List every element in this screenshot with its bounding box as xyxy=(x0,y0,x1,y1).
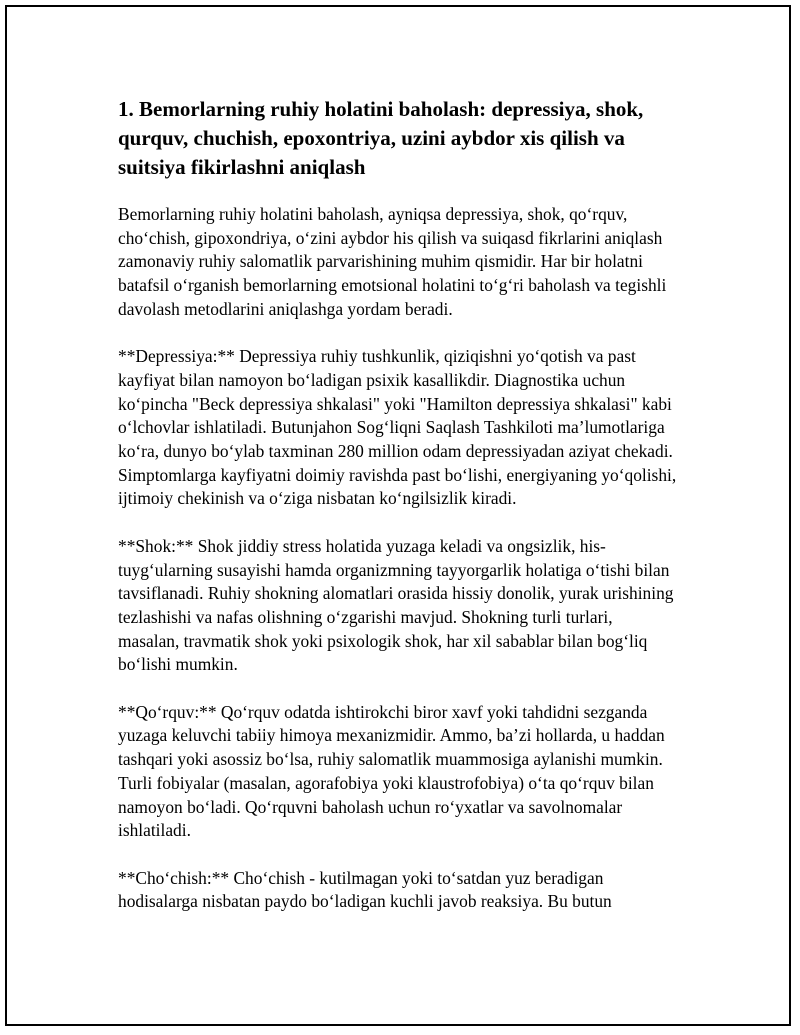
paragraph-chochish: **Cho‘chish:** Cho‘chish - kutilmagan yoki to‘satdan yuz beradigan hodisalarga nisbatan paydo bo‘ladigan kuchli javob reaksiya. Bu butun xyxy=(118,867,612,912)
paragraph-shok: **Shok:** Shok jiddiy stress holatida yuzaga keladi va ongsizlik, his-tuyg‘ularning susayishi hamda organizmning tayyorgarlik holatiga o‘tishi bilan tavsiflanadi. Ruhiy shokning alomatlari orasida hissiy donolik, yurak urishining tezlashishi va nafas olishning o‘zgarishi mavjud. Shokning turli turlari, masalan, travmatik shok yoki psixologik shok, har xil sabablar bilan bog‘liq bo‘lishi mumkin. xyxy=(118,535,674,675)
document-page xyxy=(5,5,791,1026)
paragraph-intro: Bemorlarning ruhiy holatini baholash, ayniqsa depressiya, shok, qo‘rquv, cho‘chish, gipoxondriya, o‘zini aybdor his qilish va suiqasd fikrlarini aniqlash zamonaviy ruhiy salomatlik parvarishining muhim qismidir. Har bir holatni batafsil o‘rganish bemorlarning emotsional holatini to‘g‘ri baholash va tegishli davolash metodlarini aniqlashga yordam beradi. xyxy=(118,204,667,319)
document-body xyxy=(118,95,678,938)
section-heading: 1. Bemorlarning ruhiy holatini baholash: depressiya, shok, qurquv, chuchish, epoxontriya, uzini aybdor xis qilish va suitsiya fikirlashni aniqlash xyxy=(118,97,644,179)
paragraph-qorquv: **Qo‘rquv:** Qo‘rquv odatda ishtirokchi biror xavf yoki tahdidni sezganda yuzaga keluvchi tabiiy himoya mexanizmidir. Ammo, ba’zi hollarda, u haddan tashqari yoki asossiz bo‘lsa, ruhiy salomatlik muammosiga aylanishi mumkin. Turli fobiyalar (masalan, agorafobiya yoki klaustrofobiya) o‘ta qo‘rquv bilan namoyon bo‘ladi. Qo‘rquvni baholash uchun ro‘yxatlar va savolnomalar ishlatiladi. xyxy=(118,701,665,841)
paragraph-depressiya: **Depressiya:** Depressiya ruhiy tushkunlik, qiziqishni yo‘qotish va past kayfiyat bilan namoyon bo‘ladigan psixik kasallikdir. Diagnostika uchun ko‘pincha "Beck depressiya shkalasi" yoki "Hamilton depressiya shkalasi" kabi o‘lchovlar ishlatiladi. Butunjahon Sog‘liqni Saqlash Tashkiloti ma’lumotlariga ko‘ra, dunyo bo‘ylab taxminan 280 million odam depressiyadan aziyat chekadi. Simptomlarga kayfiyatni doimiy ravishda past bo‘lishi, energiyaning yo‘qolishi, ijtimoiy chekinish va o‘ziga nisbatan ko‘ngilsizlik kiradi. xyxy=(118,346,677,509)
